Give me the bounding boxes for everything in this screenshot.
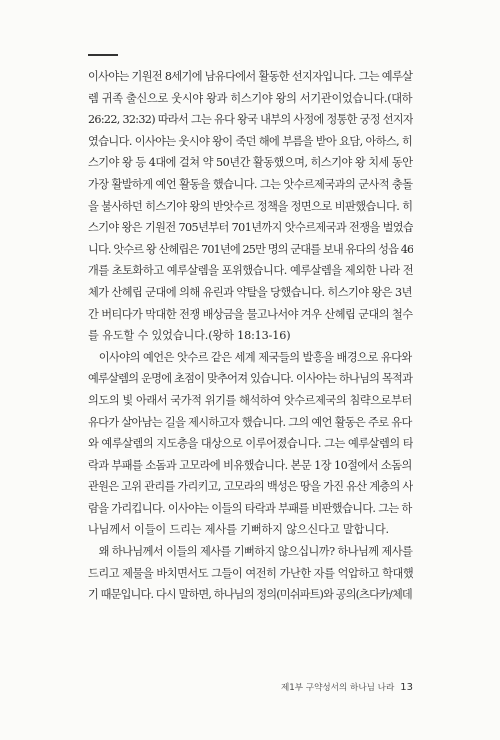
page-footer: [88, 681, 413, 693]
text-line: 람을 가리킵니다. 이사야는 이들의 타락과 부패를 비판했습니다. 그는 하: [88, 501, 412, 515]
text-line: 드리고 제물을 바치면서도 그들이 여전히 가난한 자를 억압하고 학대했: [88, 566, 413, 580]
text-line: 스기야 왕 등 4대에 걸쳐 약 50년간 활동했으며, 히스기야 왕 치세 동안: [88, 156, 413, 170]
text-line: 기 때문입니다. 다시 말하면, 하나님의 정의(미쉬파트)와 공의(츠다카/체데: [88, 588, 412, 602]
text-line: 렘 귀족 출신으로 웃시야 왕과 히스기야 왕의 서기관이었습니다.(대하: [88, 91, 413, 105]
text-line: 관원은 고위 관리를 가리키고, 고모라의 백성은 땅을 가진 유산 계층의 사: [88, 480, 413, 494]
text-line: 의도의 빛 아래서 국가적 위기를 해석하여 앗수르제국의 침략으로부터: [88, 393, 412, 407]
text-line: 나님께서 이들이 드리는 제사를 기뻐하지 않으신다고 말합니다.: [88, 523, 389, 537]
text-line: 스기야 왕은 기원전 705년부터 701년까지 앗수르제국과 전쟁을 벌였습: [88, 221, 413, 235]
text-line: 니다. 앗수르 왕 산헤립은 701년에 25만 명의 군대를 보내 유다의 성읍 46: [88, 242, 413, 256]
text-line: 유다가 살아남는 길을 제시하고자 했습니다. 그의 예언 활동은 주로 유다: [88, 415, 412, 429]
text-line: 이사야는 기원전 8세기에 남유다에서 활동한 선지자입니다. 그는 예루살: [88, 70, 413, 83]
text-line: 26:22, 32:32) 따라서 그는 유다 왕국 내부의 사정에 정통한 궁정 선지자: [88, 113, 413, 127]
top-rule: [88, 54, 118, 56]
text-line: 와 예루살렘의 지도층을 대상으로 이루어졌습니다. 그는 예루살렘의 타: [88, 437, 413, 451]
text-line: 가장 활발하게 예언 활동을 했습니다. 그는 앗수르제국과의 군사적 충돌: [88, 177, 413, 191]
text-line: 왜 하나님께서 이들의 제사를 기뻐하지 않으십니까? 하나님께 제사를: [88, 545, 413, 559]
text-line: 였습니다. 이사야는 웃시야 왕이 죽던 해에 부름을 받아 요담, 아하스, 히: [88, 134, 413, 148]
text-line: 예루살렘의 운명에 초점이 맞추어져 있습니다. 이사야는 하나님의 목적과: [88, 372, 413, 386]
text-line: 체가 산헤립 군대에 의해 유린과 약탈을 당했습니다. 히스기야 왕은 3년: [88, 285, 412, 299]
text-line: 를 유도할 수 있었습니다.(왕하 18:13-16): [88, 329, 291, 343]
text-line: 이사야의 예언은 앗수르 같은 세계 제국들의 발흥을 배경으로 유다와: [88, 350, 412, 364]
footer-section-title: 제1부 구약성서의 하나님 나라: [280, 683, 395, 693]
page-number: 13: [400, 682, 413, 693]
text-line: 락과 부패를 소돔과 고모라에 비유했습니다. 본문 1장 10절에서 소돔의: [88, 458, 412, 472]
body-text: [88, 66, 413, 606]
text-line: 간 버티다가 막대한 전쟁 배상금을 물고나서야 겨우 산헤립 군대의 철수: [88, 307, 413, 321]
text-line: 개를 초토화하고 예루살렘을 포위했습니다. 예루살렘을 제외한 나라 전: [88, 264, 413, 278]
text-line: 을 불사하던 히스기야 왕의 반앗수르 정책을 정면으로 비판했습니다. 히: [88, 199, 413, 213]
